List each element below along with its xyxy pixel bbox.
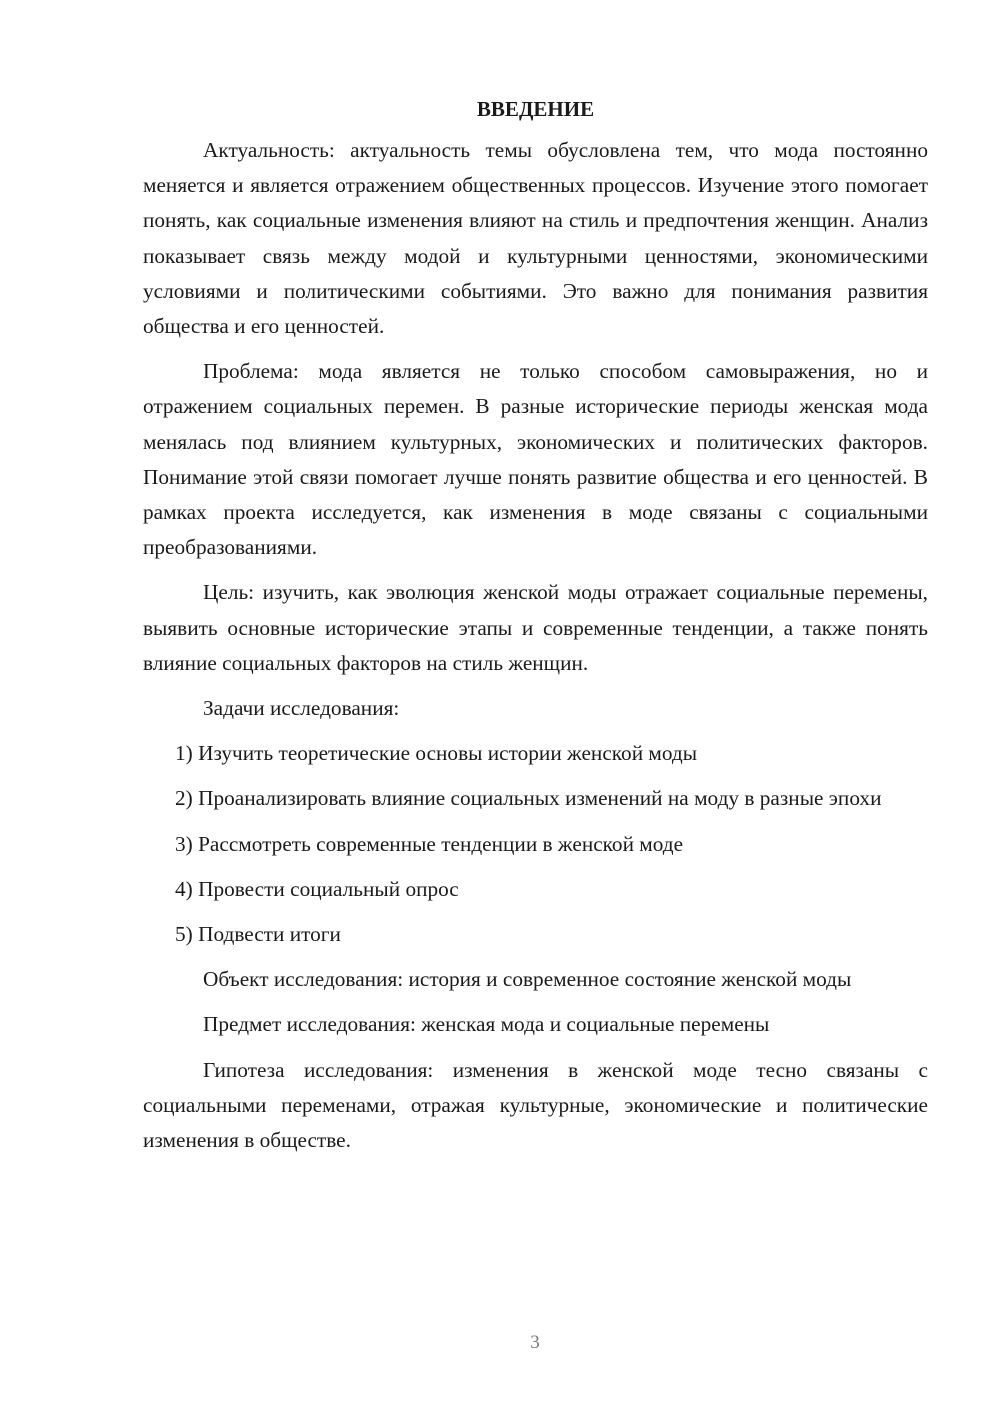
- hypothesis-paragraph: Гипотеза исследования: изменения в женской моде тесно связаны с социальными переменами, отражая культурные, экономические и политические изменения в обществе.: [143, 1057, 928, 1153]
- task-item-5: 5) Подвести итоги: [175, 922, 341, 947]
- problem-paragraph: Проблема: мода является не только способом самовыражения, но и отражением социальных перемен. В разные исторические периоды женская мода менялась под влиянием культурных, экономических и политических факторов. Понимание этой связи помогает лучше понять развитие общества и его ценностей. В рамках проекта исследуется, как изменения в моде связаны с социальными преобразованиями.: [143, 359, 928, 560]
- subject-paragraph: Предмет исследования: женская мода и социальные перемены: [203, 1012, 770, 1037]
- page-number: 3: [530, 1332, 540, 1353]
- task-item-2: 2) Проанализировать влияние социальных изменений на моду в разные эпохи: [175, 786, 882, 811]
- object-paragraph: Объект исследования: история и современное состояние женской моды: [203, 967, 852, 992]
- task-item-3: 3) Рассмотреть современные тенденции в женской моде: [175, 831, 684, 856]
- relevance-paragraph: Актуальность: актуальность темы обусловлена тем, что мода постоянно меняется и является отражением общественных процессов. Изучение этого помогает понять, как социальные изменения влияют на стиль и предпочтения женщин. Анализ показывает связь между модой и культурными ценностями, экономическими условиями и политическими событиями. Это важно для понимания развития общества и его ценностей.: [143, 138, 928, 339]
- tasks-heading: Задачи исследования:: [203, 696, 400, 721]
- page-title: ВВЕДЕНИЕ: [476, 97, 595, 121]
- goal-paragraph: Цель: изучить, как эволюция женской моды отражает социальные перемены, выявить основные исторические этапы и современные тенденции, а также понять влияние социальных факторов на стиль женщин.: [143, 580, 928, 675]
- task-item-1: 1) Изучить теоретические основы истории женской моды: [175, 741, 698, 766]
- task-item-4: 4) Провести социальный опрос: [175, 876, 459, 901]
- document-page: [143, 92, 928, 1168]
